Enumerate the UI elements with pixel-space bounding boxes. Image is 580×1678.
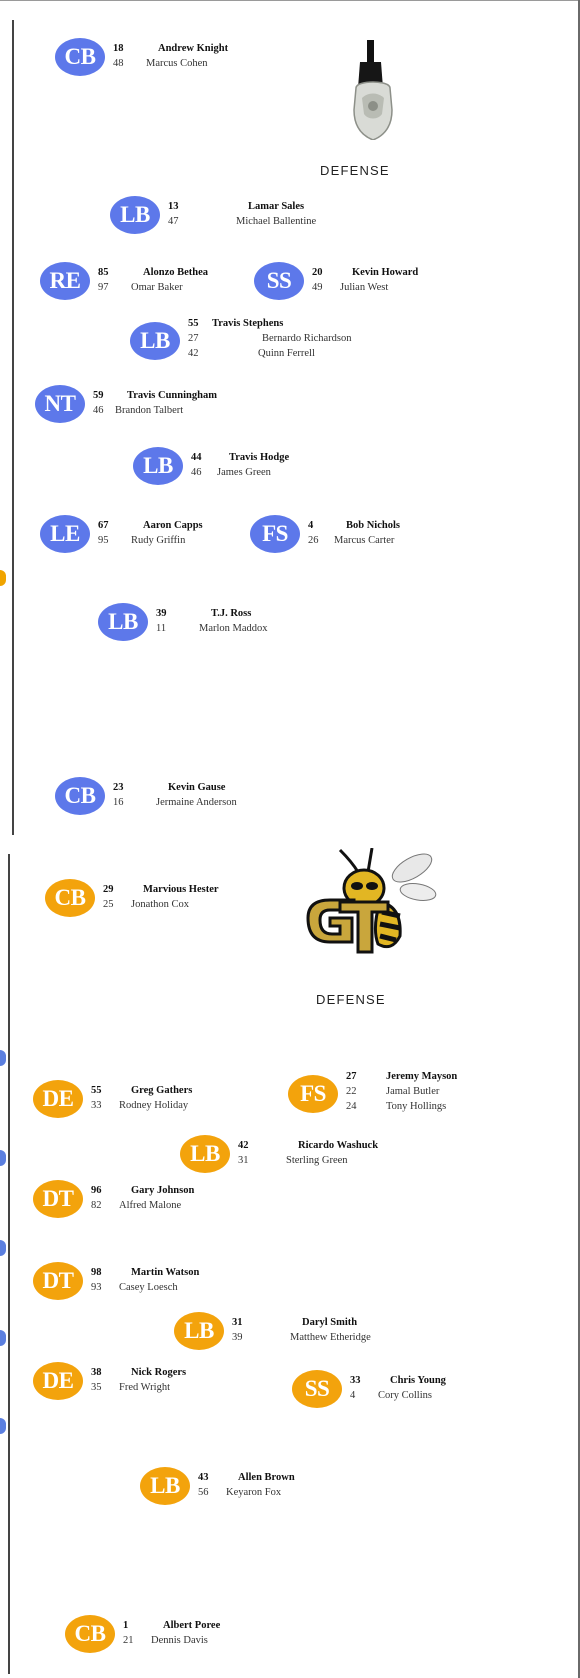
jersey-number: 20 (312, 267, 323, 278)
starter-row (238, 1138, 428, 1153)
backup-row (232, 1330, 422, 1345)
player-name: Martin Watson (131, 1267, 200, 1278)
jersey-number: 98 (91, 1267, 102, 1278)
backup-row (91, 1198, 281, 1213)
jersey-number: 11 (156, 623, 167, 634)
position-badge: SS (254, 262, 304, 300)
player-name: Marvious Hester (143, 884, 219, 895)
player-name: Marcus Cohen (146, 58, 208, 69)
player-name: Rodney Holiday (119, 1100, 189, 1111)
player-name: Rudy Griffin (131, 535, 186, 546)
player-name: Daryl Smith (302, 1317, 358, 1328)
starter-row (350, 1373, 540, 1388)
jersey-number: 13 (168, 201, 179, 212)
player-name: Allen Brown (238, 1472, 295, 1483)
starter-row (346, 1069, 536, 1084)
starter-row (156, 606, 346, 621)
jersey-number: 46 (93, 405, 104, 416)
jersey-number: 39 (156, 608, 167, 619)
jersey-number: 1 (123, 1620, 129, 1631)
depth-chart-rows (91, 1183, 281, 1213)
knight-helmet-crest-icon (348, 40, 398, 140)
backup-row (188, 331, 378, 346)
player-name: Kevin Gause (168, 782, 226, 793)
depth-chart-rows (91, 1265, 281, 1295)
player-name: Aaron Capps (143, 520, 203, 531)
backup-row (91, 1380, 281, 1395)
starter-row (91, 1083, 281, 1098)
jersey-number: 42 (238, 1140, 249, 1151)
depth-chart-rows (93, 388, 283, 418)
backup-row (308, 533, 498, 548)
player-name: Sterling Green (286, 1155, 348, 1166)
jersey-number: 93 (91, 1282, 102, 1293)
jersey-number: 27 (188, 333, 199, 344)
jersey-number: 33 (91, 1100, 102, 1111)
position-badge: LB (140, 1467, 190, 1505)
player-name: Jonathon Cox (131, 899, 190, 910)
section-divider-line (12, 20, 14, 835)
starter-row (232, 1315, 422, 1330)
player-name: Nick Rogers (131, 1367, 187, 1378)
starter-row (191, 450, 381, 465)
jersey-number: 96 (91, 1185, 102, 1196)
player-name: Albert Poree (163, 1620, 221, 1631)
depth-chart-rows (350, 1373, 540, 1403)
backup-row (238, 1153, 428, 1168)
position-badge: DT (33, 1262, 83, 1300)
jersey-number: 46 (191, 467, 202, 478)
position-badge: LB (174, 1312, 224, 1350)
side-marker (0, 1050, 6, 1066)
position-badge: LE (40, 515, 90, 553)
player-name: Alonzo Bethea (143, 267, 209, 278)
frame-top-border (0, 0, 580, 1)
jersey-number: 22 (346, 1086, 357, 1097)
jersey-number: 31 (238, 1155, 249, 1166)
jersey-number: 26 (308, 535, 319, 546)
jersey-number: 85 (98, 267, 109, 278)
player-name: Lamar Sales (248, 201, 305, 212)
position-badge: LB (180, 1135, 230, 1173)
starter-row (123, 1618, 313, 1633)
starter-row (312, 265, 502, 280)
starter-row (91, 1365, 281, 1380)
depth-chart-rows (238, 1138, 428, 1168)
player-name: Casey Loesch (119, 1282, 178, 1293)
jersey-number: 56 (198, 1487, 209, 1498)
depth-chart-rows (113, 41, 303, 71)
section-title-defense: DEFENSE (316, 992, 386, 1007)
player-name: Quinn Ferrell (258, 348, 315, 359)
jersey-number: 67 (98, 520, 109, 531)
jersey-number: 82 (91, 1200, 102, 1211)
player-name: James Green (217, 467, 271, 478)
starter-row (91, 1183, 281, 1198)
position-badge: NT (35, 385, 85, 423)
starter-row (188, 316, 378, 331)
position-badge: LB (133, 447, 183, 485)
player-name: Alfred Malone (119, 1200, 182, 1211)
starter-row (168, 199, 358, 214)
jersey-number: 43 (198, 1472, 209, 1483)
player-name: Kevin Howard (352, 267, 419, 278)
side-marker (0, 1330, 6, 1346)
position-badge: FS (288, 1075, 338, 1113)
jersey-number: 35 (91, 1382, 102, 1393)
backup-row (91, 1280, 281, 1295)
depth-chart-rows (191, 450, 381, 480)
side-marker (0, 1418, 6, 1434)
backup-row (103, 897, 293, 912)
player-name: Jeremy Mayson (386, 1071, 458, 1082)
starter-row (113, 780, 303, 795)
jersey-number: 59 (93, 390, 104, 401)
jersey-number: 4 (308, 520, 314, 531)
depth-chart-rows (156, 606, 346, 636)
starter-row (198, 1470, 388, 1485)
starter-row (103, 882, 293, 897)
player-name: Andrew Knight (158, 43, 229, 54)
position-badge: FS (250, 515, 300, 553)
position-badge: DE (33, 1080, 83, 1118)
depth-chart-rows (113, 780, 303, 810)
player-name: Michael Ballentine (236, 216, 317, 227)
player-name: Dennis Davis (151, 1635, 208, 1646)
backup-row (350, 1388, 540, 1403)
jersey-number: 25 (103, 899, 114, 910)
player-name: Ricardo Washuck (298, 1140, 379, 1151)
player-name: Brandon Talbert (115, 405, 184, 416)
jersey-number: 42 (188, 348, 199, 359)
player-name: T.J. Ross (211, 608, 252, 619)
jersey-number: 4 (350, 1390, 356, 1401)
player-name: Marlon Maddox (199, 623, 268, 634)
player-name: Matthew Etheridge (290, 1332, 371, 1343)
backup-row (113, 56, 303, 71)
position-badge: CB (45, 879, 95, 917)
depth-chart-rows (346, 1069, 536, 1114)
position-badge: CB (55, 777, 105, 815)
jersey-number: 49 (312, 282, 323, 293)
position-badge: LB (98, 603, 148, 641)
jersey-number: 29 (103, 884, 114, 895)
player-name: Cory Collins (378, 1390, 432, 1401)
jersey-number: 16 (113, 797, 124, 808)
position-badge: SS (292, 1370, 342, 1408)
jersey-number: 48 (113, 58, 124, 69)
player-name: Jamal Butler (386, 1086, 440, 1097)
backup-row (346, 1084, 536, 1099)
jersey-number: 23 (113, 782, 124, 793)
jersey-number: 55 (91, 1085, 102, 1096)
player-name: Greg Gathers (131, 1085, 193, 1096)
backup-row (123, 1633, 313, 1648)
jersey-number: 47 (168, 216, 179, 227)
position-badge: CB (65, 1615, 115, 1653)
player-name: Travis Stephens (212, 318, 284, 329)
position-badge: RE (40, 262, 90, 300)
depth-chart-rows (312, 265, 502, 295)
backup-row (346, 1099, 536, 1114)
section-divider-line (8, 854, 10, 1674)
player-name: Jermaine Anderson (156, 797, 237, 808)
jersey-number: 44 (191, 452, 202, 463)
position-badge: DE (33, 1362, 83, 1400)
backup-row (113, 795, 303, 810)
jersey-number: 33 (350, 1375, 361, 1386)
depth-chart-rows (188, 316, 378, 361)
depth-chart-rows (123, 1618, 313, 1648)
position-badge: LB (110, 196, 160, 234)
player-name: Travis Cunningham (127, 390, 217, 401)
depth-chart-rows (232, 1315, 422, 1345)
position-badge: LB (130, 322, 180, 360)
position-badge: DT (33, 1180, 83, 1218)
jersey-number: 27 (346, 1071, 357, 1082)
jersey-number: 97 (98, 282, 109, 293)
player-name: Omar Baker (131, 282, 183, 293)
side-marker (0, 1150, 6, 1166)
player-name: Julian West (340, 282, 389, 293)
side-marker (0, 1240, 6, 1256)
player-name: Marcus Carter (334, 535, 395, 546)
player-name: Tony Hollings (386, 1101, 447, 1112)
starter-row (91, 1265, 281, 1280)
position-badge: CB (55, 38, 105, 76)
depth-chart-rows (308, 518, 498, 548)
backup-row (91, 1098, 281, 1113)
side-marker (0, 570, 6, 586)
jersey-number: 18 (113, 43, 124, 54)
player-name: Gary Johnson (131, 1185, 195, 1196)
depth-chart-rows (91, 1365, 281, 1395)
backup-row (168, 214, 358, 229)
starter-row (308, 518, 498, 533)
starter-row (93, 388, 283, 403)
jersey-number: 39 (232, 1332, 243, 1343)
backup-row (93, 403, 283, 418)
depth-chart-rows (168, 199, 358, 229)
backup-row (198, 1485, 388, 1500)
backup-row (188, 346, 378, 361)
jersey-number: 95 (98, 535, 109, 546)
backup-row (191, 465, 381, 480)
depth-chart-rows (198, 1470, 388, 1500)
backup-row (156, 621, 346, 636)
section-title-defense: DEFENSE (320, 163, 390, 178)
player-name: Chris Young (390, 1375, 446, 1386)
player-name: Bob Nichols (346, 520, 400, 531)
depth-chart-rows (103, 882, 293, 912)
jersey-number: 31 (232, 1317, 243, 1328)
yellow-jacket-gt-logo-icon (300, 848, 440, 958)
starter-row (113, 41, 303, 56)
depth-chart-rows (91, 1083, 281, 1113)
jersey-number: 21 (123, 1635, 134, 1646)
player-name: Keyaron Fox (226, 1487, 282, 1498)
jersey-number: 24 (346, 1101, 357, 1112)
player-name: Bernardo Richardson (262, 333, 352, 344)
jersey-number: 55 (188, 318, 199, 329)
player-name: Travis Hodge (229, 452, 290, 463)
jersey-number: 38 (91, 1367, 102, 1378)
backup-row (312, 280, 502, 295)
player-name: Fred Wright (119, 1382, 171, 1393)
